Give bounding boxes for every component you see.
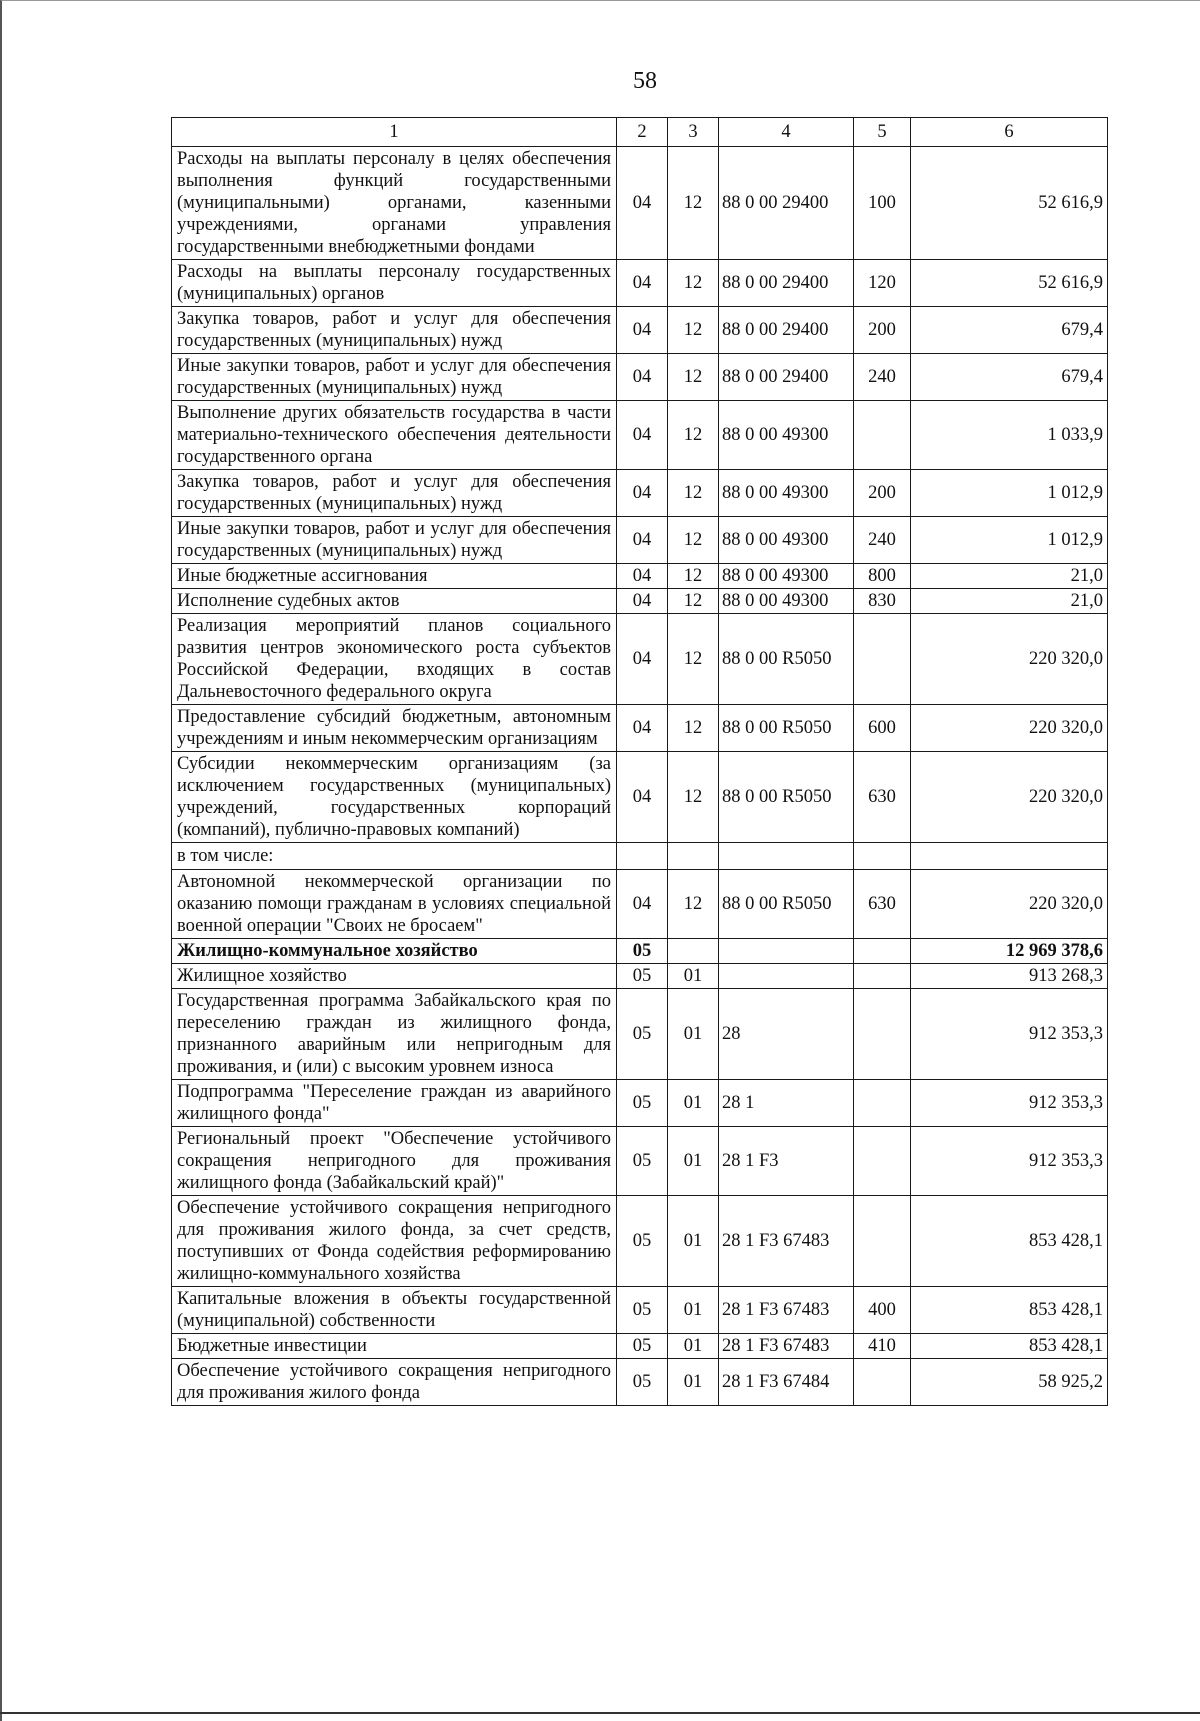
cell-target-code	[719, 939, 854, 964]
cell-subsection: 12	[668, 564, 719, 589]
cell-section: 04	[617, 870, 668, 939]
cell-target-code: 88 0 00 49300	[719, 564, 854, 589]
table-row	[172, 843, 1108, 870]
cell-name: Выполнение других обязательств государства в части материально-технического обеспечения деятельности государственного органа	[172, 401, 617, 470]
cell-target-code: 88 0 00 29400	[719, 260, 854, 307]
table-row	[172, 705, 1108, 752]
header-cell-expense-type: 5	[854, 118, 911, 147]
cell-amount: 679,4	[911, 307, 1108, 354]
table-row	[172, 589, 1108, 614]
cell-section: 05	[617, 1196, 668, 1287]
cell-section: 04	[617, 307, 668, 354]
cell-target-code: 88 0 00 29400	[719, 354, 854, 401]
cell-subsection: 01	[668, 1359, 719, 1406]
cell-subsection: 01	[668, 1127, 719, 1196]
cell-amount: 220 320,0	[911, 870, 1108, 939]
cell-expense-type: 800	[854, 564, 911, 589]
cell-target-code: 28 1 F3 67483	[719, 1287, 854, 1334]
cell-expense-type	[854, 1196, 911, 1287]
cell-expense-type: 240	[854, 354, 911, 401]
cell-name: Жилищно-коммунальное хозяйство	[172, 939, 617, 964]
cell-expense-type	[854, 989, 911, 1080]
cell-expense-type: 100	[854, 147, 911, 260]
cell-section: 04	[617, 564, 668, 589]
cell-name: Региональный проект "Обеспечение устойчивого сокращения непригодного для проживания жилищного фонда (Забайкальский край)"	[172, 1127, 617, 1196]
cell-target-code: 88 0 00 49300	[719, 589, 854, 614]
table-row	[172, 614, 1108, 705]
cell-name: Обеспечение устойчивого сокращения непригодного для проживания жилого фонда, за счет средств, поступивших от Фонда содействия реформированию жилищно-коммунального хозяйства	[172, 1196, 617, 1287]
cell-amount: 220 320,0	[911, 614, 1108, 705]
cell-target-code: 28	[719, 989, 854, 1080]
cell-target-code: 88 0 00 49300	[719, 401, 854, 470]
cell-section: 04	[617, 614, 668, 705]
cell-amount: 58 925,2	[911, 1359, 1108, 1406]
cell-target-code: 88 0 00 R5050	[719, 705, 854, 752]
cell-amount: 913 268,3	[911, 964, 1108, 989]
table-row	[172, 470, 1108, 517]
cell-target-code: 88 0 00 49300	[719, 470, 854, 517]
cell-expense-type	[854, 939, 911, 964]
cell-section: 04	[617, 705, 668, 752]
cell-section: 04	[617, 470, 668, 517]
table-row	[172, 517, 1108, 564]
table-row	[172, 989, 1108, 1080]
cell-subsection: 12	[668, 614, 719, 705]
cell-section: 04	[617, 517, 668, 564]
cell-amount: 12 969 378,6	[911, 939, 1108, 964]
cell-subsection: 01	[668, 1287, 719, 1334]
cell-section	[617, 843, 668, 870]
table-row	[172, 260, 1108, 307]
cell-target-code: 88 0 00 R5050	[719, 752, 854, 843]
header-cell-subsection: 3	[668, 118, 719, 147]
cell-section: 05	[617, 1334, 668, 1359]
cell-name: Автономной некоммерческой организации по оказанию помощи гражданам в условиях специальной военной операции "Своих не бросаем"	[172, 870, 617, 939]
cell-section: 05	[617, 1359, 668, 1406]
cell-section: 04	[617, 752, 668, 843]
cell-amount	[911, 843, 1108, 870]
cell-subsection: 01	[668, 1080, 719, 1127]
cell-subsection: 12	[668, 260, 719, 307]
cell-name: Предоставление субсидий бюджетным, автономным учреждениям и иным некоммерческим организациям	[172, 705, 617, 752]
cell-name: Обеспечение устойчивого сокращения непригодного для проживания жилого фонда	[172, 1359, 617, 1406]
cell-name: Бюджетные инвестиции	[172, 1334, 617, 1359]
cell-target-code: 88 0 00 29400	[719, 147, 854, 260]
cell-subsection: 12	[668, 589, 719, 614]
cell-section: 05	[617, 964, 668, 989]
cell-name: Реализация мероприятий планов социального развития центров экономического роста субъектов Российской Федерации, входящих в состав Дальневосточного федерального округа	[172, 614, 617, 705]
cell-name: Иные закупки товаров, работ и услуг для обеспечения государственных (муниципальных) нужд	[172, 517, 617, 564]
cell-expense-type: 400	[854, 1287, 911, 1334]
cell-amount: 52 616,9	[911, 147, 1108, 260]
cell-subsection	[668, 843, 719, 870]
table-row	[172, 307, 1108, 354]
header-cell-section: 2	[617, 118, 668, 147]
cell-target-code: 88 0 00 29400	[719, 307, 854, 354]
cell-subsection: 01	[668, 964, 719, 989]
table-row	[172, 1334, 1108, 1359]
cell-amount: 679,4	[911, 354, 1108, 401]
table-body	[172, 147, 1108, 1406]
cell-target-code: 28 1 F3 67483	[719, 1196, 854, 1287]
cell-section: 04	[617, 589, 668, 614]
cell-expense-type	[854, 843, 911, 870]
cell-subsection	[668, 939, 719, 964]
cell-target-code: 28 1 F3 67484	[719, 1359, 854, 1406]
cell-amount: 853 428,1	[911, 1287, 1108, 1334]
cell-subsection: 12	[668, 870, 719, 939]
cell-amount: 1 012,9	[911, 470, 1108, 517]
cell-expense-type	[854, 614, 911, 705]
cell-expense-type: 630	[854, 752, 911, 843]
cell-subsection: 12	[668, 354, 719, 401]
table-row	[172, 870, 1108, 939]
cell-expense-type	[854, 1127, 911, 1196]
cell-section: 04	[617, 401, 668, 470]
table-row	[172, 147, 1108, 260]
cell-name: Государственная программа Забайкальского края по переселению граждан из жилищного фонда, признанного аварийным или непригодным для проживания, и (или) с высоким уровнем износа	[172, 989, 617, 1080]
cell-amount: 21,0	[911, 564, 1108, 589]
cell-amount: 21,0	[911, 589, 1108, 614]
table-row	[172, 354, 1108, 401]
table-header-row	[172, 118, 1108, 147]
cell-target-code: 28 1	[719, 1080, 854, 1127]
cell-amount: 52 616,9	[911, 260, 1108, 307]
cell-target-code: 88 0 00 R5050	[719, 870, 854, 939]
cell-name: Закупка товаров, работ и услуг для обеспечения государственных (муниципальных) нужд	[172, 470, 617, 517]
cell-amount: 220 320,0	[911, 705, 1108, 752]
cell-amount: 853 428,1	[911, 1334, 1108, 1359]
cell-section: 04	[617, 260, 668, 307]
cell-target-code: 28 1 F3	[719, 1127, 854, 1196]
cell-subsection: 12	[668, 401, 719, 470]
cell-name: Иные бюджетные ассигнования	[172, 564, 617, 589]
cell-target-code	[719, 843, 854, 870]
table-row	[172, 401, 1108, 470]
bottom-border-line	[0, 1712, 1200, 1714]
cell-amount: 220 320,0	[911, 752, 1108, 843]
cell-expense-type	[854, 401, 911, 470]
cell-subsection: 12	[668, 147, 719, 260]
table-row	[172, 1287, 1108, 1334]
cell-target-code	[719, 964, 854, 989]
cell-section: 05	[617, 989, 668, 1080]
cell-expense-type: 200	[854, 470, 911, 517]
cell-section: 04	[617, 147, 668, 260]
cell-name: Расходы на выплаты персоналу государственных (муниципальных) органов	[172, 260, 617, 307]
cell-expense-type: 630	[854, 870, 911, 939]
table-row	[172, 964, 1108, 989]
budget-table	[171, 117, 1108, 1406]
cell-expense-type: 410	[854, 1334, 911, 1359]
table-row	[172, 1359, 1108, 1406]
cell-subsection: 12	[668, 470, 719, 517]
cell-expense-type: 200	[854, 307, 911, 354]
header-cell-target-code: 4	[719, 118, 854, 147]
cell-target-code: 88 0 00 49300	[719, 517, 854, 564]
cell-amount: 912 353,3	[911, 989, 1108, 1080]
cell-name: Расходы на выплаты персоналу в целях обеспечения выполнения функций государственными (муниципальными) органами, казенными учреждениями, органами управления государственными внебюджетными фондами	[172, 147, 617, 260]
cell-name: Иные закупки товаров, работ и услуг для обеспечения государственных (муниципальных) нужд	[172, 354, 617, 401]
header-cell-amount: 6	[911, 118, 1108, 147]
cell-section: 05	[617, 1080, 668, 1127]
cell-target-code: 88 0 00 R5050	[719, 614, 854, 705]
cell-expense-type	[854, 1359, 911, 1406]
cell-amount: 912 353,3	[911, 1127, 1108, 1196]
cell-subsection: 12	[668, 752, 719, 843]
table-row	[172, 939, 1108, 964]
cell-name: Подпрограмма "Переселение граждан из аварийного жилищного фонда"	[172, 1080, 617, 1127]
cell-name: в том числе:	[172, 843, 617, 870]
cell-amount: 1 012,9	[911, 517, 1108, 564]
cell-amount: 853 428,1	[911, 1196, 1108, 1287]
cell-subsection: 12	[668, 307, 719, 354]
cell-subsection: 01	[668, 1334, 719, 1359]
table-row	[172, 564, 1108, 589]
cell-name: Закупка товаров, работ и услуг для обеспечения государственных (муниципальных) нужд	[172, 307, 617, 354]
cell-subsection: 12	[668, 705, 719, 752]
cell-expense-type: 240	[854, 517, 911, 564]
cell-name: Капитальные вложения в объекты государственной (муниципальной) собственности	[172, 1287, 617, 1334]
cell-expense-type: 600	[854, 705, 911, 752]
cell-name: Жилищное хозяйство	[172, 964, 617, 989]
cell-name: Субсидии некоммерческим организациям (за исключением государственных (муниципальных) учреждений, государственных корпораций (компаний), публично-правовых компаний)	[172, 752, 617, 843]
cell-subsection: 12	[668, 517, 719, 564]
cell-section: 05	[617, 1287, 668, 1334]
cell-section: 05	[617, 939, 668, 964]
table-row	[172, 752, 1108, 843]
cell-expense-type: 830	[854, 589, 911, 614]
header-cell-name: 1	[172, 118, 617, 147]
table-row	[172, 1196, 1108, 1287]
cell-amount: 912 353,3	[911, 1080, 1108, 1127]
cell-expense-type	[854, 1080, 911, 1127]
cell-section: 04	[617, 354, 668, 401]
cell-expense-type: 120	[854, 260, 911, 307]
table-row	[172, 1080, 1108, 1127]
cell-subsection: 01	[668, 1196, 719, 1287]
cell-target-code: 28 1 F3 67483	[719, 1334, 854, 1359]
cell-expense-type	[854, 964, 911, 989]
cell-amount: 1 033,9	[911, 401, 1108, 470]
cell-subsection: 01	[668, 989, 719, 1080]
cell-section: 05	[617, 1127, 668, 1196]
cell-name: Исполнение судебных актов	[172, 589, 617, 614]
page-number: 58	[633, 68, 657, 94]
table-row	[172, 1127, 1108, 1196]
